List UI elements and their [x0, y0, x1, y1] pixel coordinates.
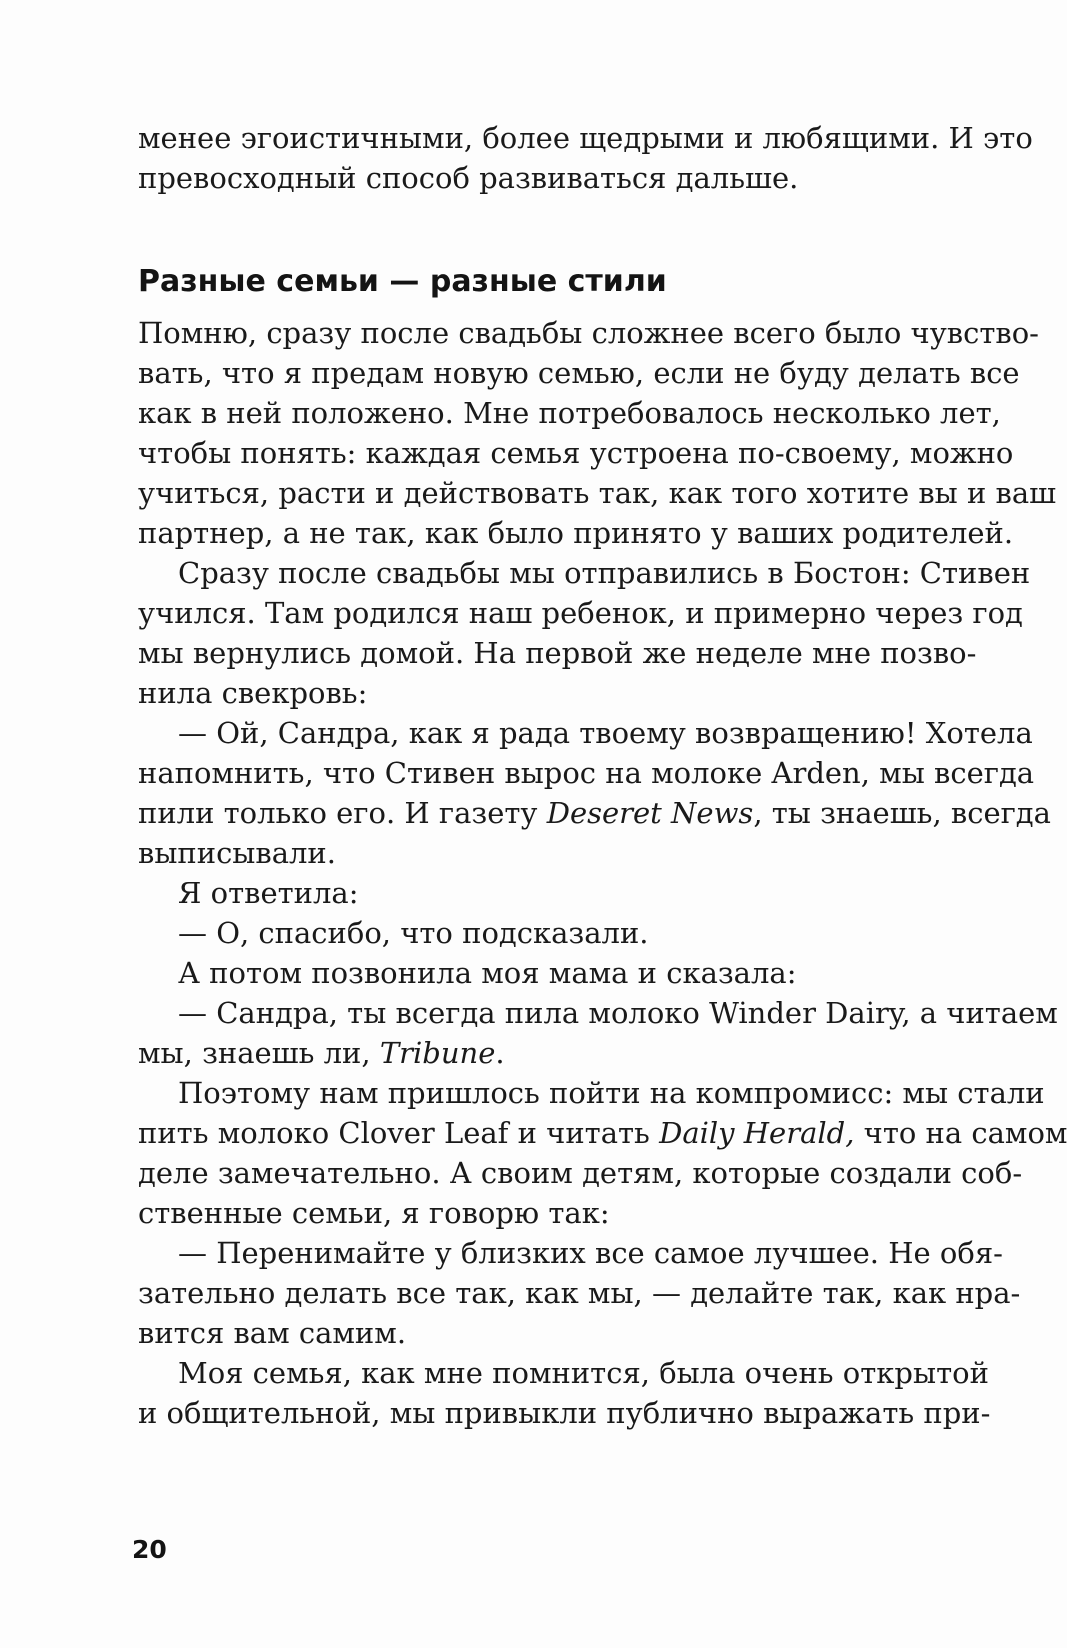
- text-line: Поэтому нам пришлось пойти на компромисс: мы стали: [178, 1076, 1045, 1110]
- text-run: мы, знаешь ли,: [138, 1036, 380, 1070]
- text-run: пить молоко Clover Leaf и читать: [138, 1116, 660, 1150]
- text-line: ственные семьи, я говорю так:: [138, 1196, 610, 1230]
- text-line: зательно делать все так, как мы, — делайте так, как нра-: [138, 1276, 1021, 1310]
- text-line: учиться, расти и действовать так, как того хотите вы и ваш: [138, 476, 1057, 510]
- text-line: [138, 793, 1051, 833]
- text-run: .: [495, 1036, 505, 1070]
- text-line: А потом позвонила моя мама и сказала:: [178, 956, 797, 990]
- text-run: пили только его. И газету: [138, 796, 547, 830]
- text-line: — Ой, Сандра, как я рада твоему возвращению! Хотела: [178, 716, 1033, 750]
- text-line: вится вам самим.: [138, 1316, 407, 1350]
- text-run: что на самом: [854, 1116, 1067, 1150]
- text-line: нила свекровь:: [138, 676, 368, 710]
- text-line: Моя семья, как мне помнится, была очень открытой: [178, 1356, 989, 1390]
- publication-title: Daily Herald,: [659, 1116, 855, 1150]
- page-number: 20: [132, 1535, 167, 1564]
- text-line: вать, что я предам новую семью, если не буду делать все: [138, 356, 1020, 390]
- text-line: менее эгоистичными, более щедрыми и любящими. И это: [138, 121, 1033, 155]
- text-line: мы вернулись домой. На первой же неделе мне позво-: [138, 636, 977, 670]
- text-line: [138, 1033, 505, 1073]
- publication-title: Deseret News: [546, 796, 754, 830]
- text-line: превосходный способ развиваться дальше.: [138, 161, 799, 195]
- publication-title: Tribune: [379, 1036, 496, 1070]
- text-line: чтобы понять: каждая семья устроена по-своему, можно: [138, 436, 1014, 470]
- text-line: деле замечательно. А своим детям, которые создали соб-: [138, 1156, 1023, 1190]
- text-line: — О, спасибо, что подсказали.: [178, 916, 649, 950]
- text-line: выписывали.: [138, 836, 336, 870]
- text-line: как в ней положено. Мне потребовалось несколько лет,: [138, 396, 1001, 430]
- text-line: — Перенимайте у близких все самое лучшее. Не обя-: [178, 1236, 1003, 1270]
- text-line: и общительной, мы привыкли публично выражать при-: [138, 1396, 991, 1430]
- text-line: учился. Там родился наш ребенок, и примерно через год: [138, 596, 1023, 630]
- text-run: , ты знаешь, всегда: [753, 796, 1051, 830]
- text-line: [138, 1113, 1067, 1153]
- text-line: напомнить, что Стивен вырос на молоке Arden, мы всегда: [138, 756, 1035, 790]
- text-line: партнер, а не так, как было принято у ваших родителей.: [138, 516, 1014, 550]
- text-line: Сразу после свадьбы мы отправились в Бостон: Стивен: [178, 556, 1031, 590]
- section-heading: Разные семьи — разные стили: [138, 264, 667, 299]
- text-line: Я ответила:: [178, 876, 359, 910]
- text-line: — Сандра, ты всегда пила молоко Winder Dairy, а читаем: [178, 996, 1058, 1030]
- text-line: Помню, сразу после свадьбы сложнее всего было чувство-: [138, 316, 1039, 350]
